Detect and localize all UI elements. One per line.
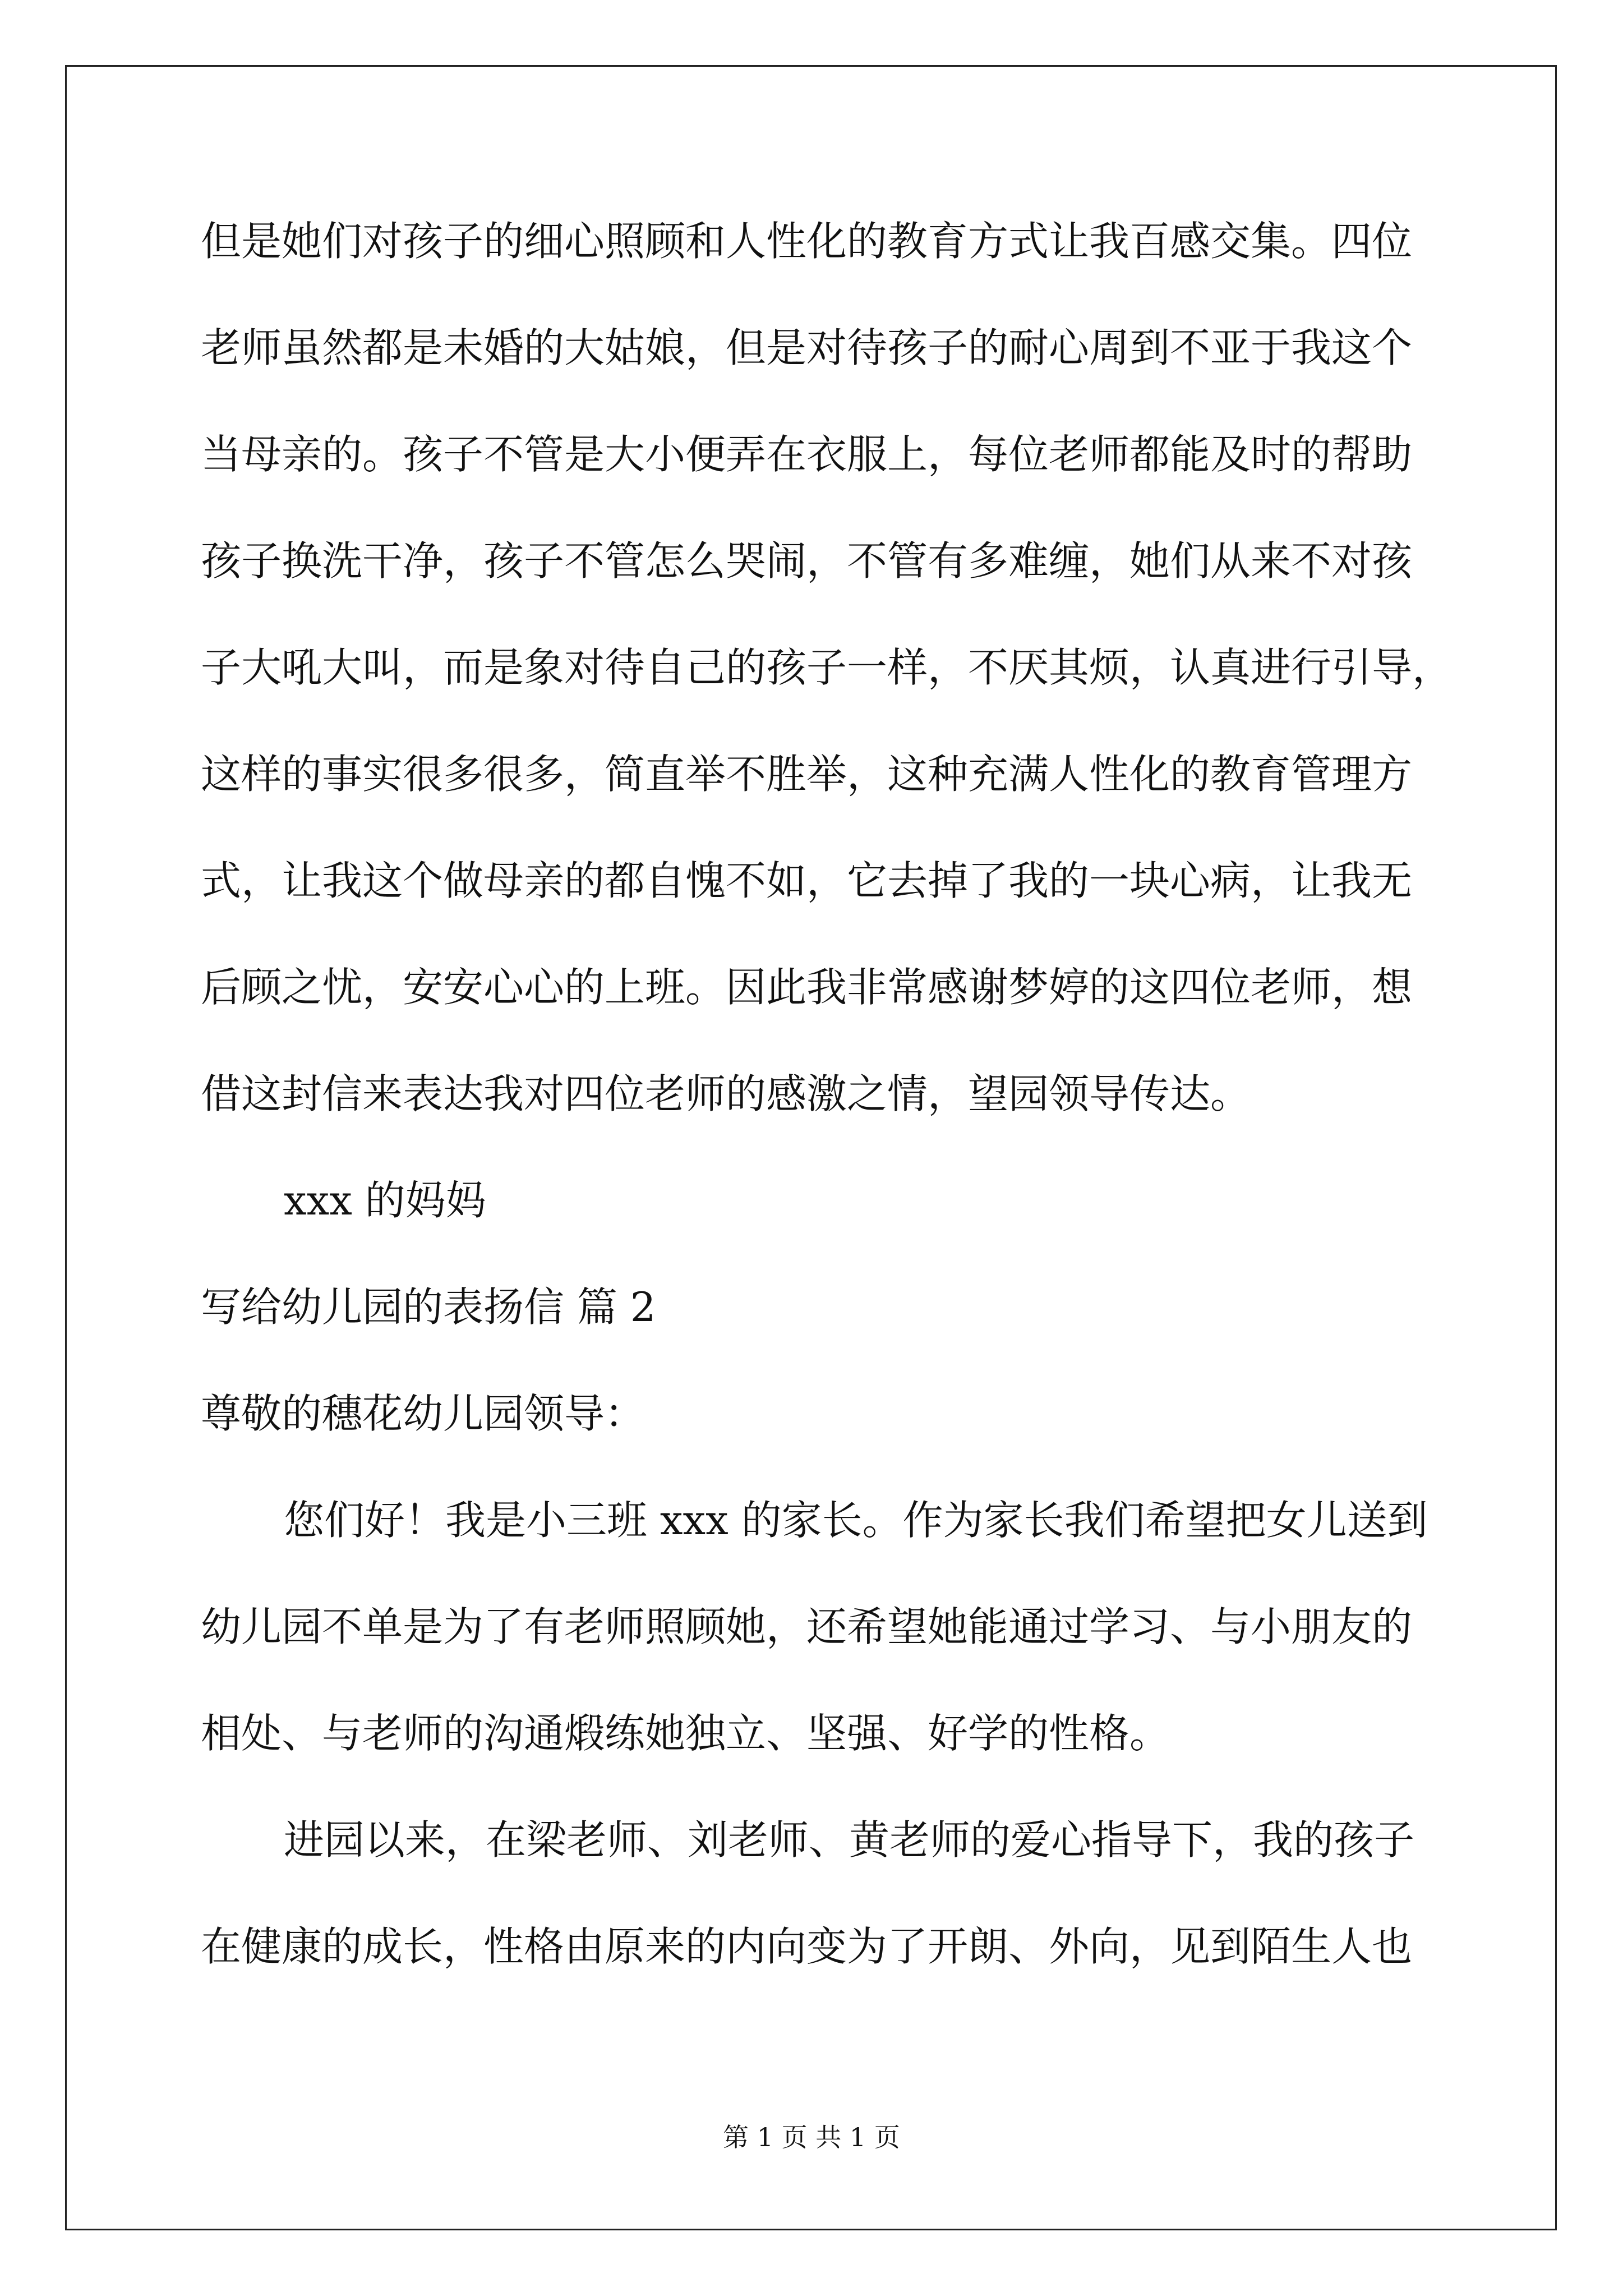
text-line: 幼儿园不单是为了有老师照顾她，还希望她能通过学习、与小朋友的 xyxy=(201,1603,1413,1650)
text-line: 后顾之忧，安安心心的上班。因此我非常感谢梦婷的这四位老师，想 xyxy=(201,964,1413,1011)
salutation: 尊敬的穗花幼儿园领导： xyxy=(201,1390,645,1437)
text-line: 式，让我这个做母亲的都自愧不如，它去掉了我的一块心病，让我无 xyxy=(201,857,1413,904)
section-heading: 写给幼儿园的表扬信 篇 2 xyxy=(201,1283,656,1331)
page-number-footer: 第 1 页 共 1 页 xyxy=(723,2122,900,2152)
text-line: 这样的事实很多很多，简直举不胜举，这种充满人性化的教育管理方 xyxy=(201,751,1413,798)
text-line: 您们好！我是小三班 xxx 的家长。作为家长我们希望把女儿送到 xyxy=(284,1497,1428,1544)
signature-line: xxx 的妈妈 xyxy=(284,1177,486,1224)
text-line: 进园以来，在梁老师、刘老师、黄老师的爱心指导下，我的孩子 xyxy=(284,1816,1415,1864)
page-border xyxy=(65,65,1557,2230)
text-line: 借这封信来表达我对四位老师的感激之情，望园领导传达。 xyxy=(201,1070,1251,1117)
text-line: 相处、与老师的沟通煅练她独立、坚强、好学的性格。 xyxy=(201,1710,1170,1757)
text-line: 老师虽然都是未婚的大姑娘，但是对待孩子的耐心周到不亚于我这个 xyxy=(201,324,1413,371)
text-line: 孩子换洗干净，孩子不管怎么哭闹，不管有多难缠，她们从来不对孩 xyxy=(201,537,1413,585)
text-line: 子大吼大叫，而是象对待自己的孩子一样，不厌其烦，认真进行引导， xyxy=(201,644,1453,691)
text-line: 在健康的成长，性格由原来的内向变为了开朗、外向，见到陌生人也 xyxy=(201,1923,1413,1970)
text-line: 但是她们对孩子的细心照顾和人性化的教育方式让我百感交集。四位 xyxy=(201,218,1413,265)
text-line: 当母亲的。孩子不管是大小便弄在衣服上，每位老师都能及时的帮助 xyxy=(201,431,1413,478)
